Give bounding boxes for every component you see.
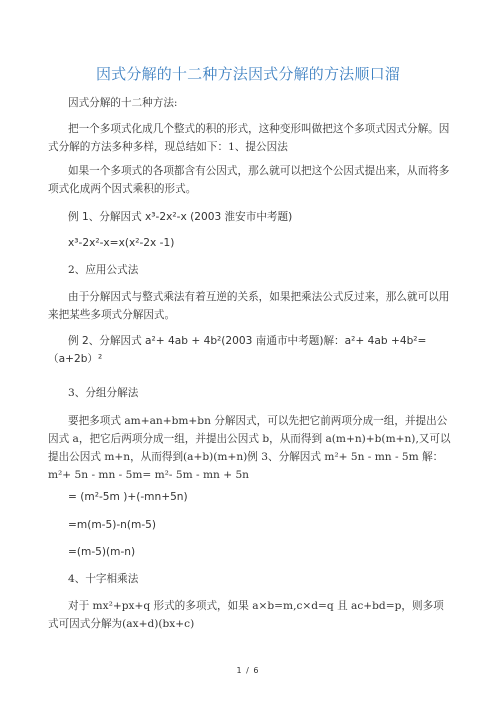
paragraph-heading-4: 4、十字相乘法 xyxy=(68,573,139,585)
paragraph-1: 因式分解的十二种方法: xyxy=(68,97,178,109)
paragraph-step-1: = (m²-5m )+(-mn+5n) xyxy=(68,491,188,503)
paragraph-formula-1: x³-2x²-x=x(x²-2x -1) xyxy=(68,237,175,249)
paragraph-example-2: 例 2、分解因式 a²+ 4ab + 4b²(2003 南通市中考题)解：a²+ 4ab +4b²=（a+2b）² xyxy=(48,335,427,365)
paragraph-2: 把一个多项式化成几个整式的积的形式，这种变形叫做把这个多项式因式分解。因式分解的方法多种多样，现总结如下：1、提公因法 xyxy=(48,123,450,153)
paragraph-heading-2: 2、应用公式法 xyxy=(68,264,139,276)
paragraph-6: 对于 mx²+px+q 形式的多项式，如果 a×b=m,c×d=q 且 ac+bd=p，则多项式可因式分解为(ax+d)(bx+c) xyxy=(48,600,444,630)
document-title: 因式分解的十二种方法因式分解的方法顺口溜 xyxy=(95,65,400,83)
paragraph-step-3: =(m-5)(m-n) xyxy=(68,546,136,558)
paragraph-3: 如果一个多项式的各项都含有公因式，那么就可以把这个公因式提出来，从而将多项式化成两个因式乘积的形式。 xyxy=(48,165,450,195)
page-indicator: 1 / 6 xyxy=(236,666,260,675)
paragraph-5: 要把多项式 am+an+bm+bn 分解因式，可以先把它前两项分成一组，并提出公因式 a，把它后两项分成一组，并提出公因式 b，从而得到 a(m+n)+b(m+n),又可以提出公因式 m+n，从而得到(a+b)(m+n)例 3、分解因式 m²+ 5n - mn - 5m 解：m²+ 5n - mn - 5m= m²- 5m - mn + 5n xyxy=(48,415,451,481)
paragraph-4: 由于分解因式与整式乘法有着互逆的关系，如果把乘法公式反过来，那么就可以用来把某些多项式分解因式。 xyxy=(48,291,450,321)
paragraph-step-2: =m(m-5)-n(m-5) xyxy=(68,519,157,531)
paragraph-heading-3: 3、分组分解法 xyxy=(68,387,139,399)
paragraph-example-1: 例 1、分解因式 x³-2x²-x (2003 淮安市中考题) xyxy=(68,211,293,223)
